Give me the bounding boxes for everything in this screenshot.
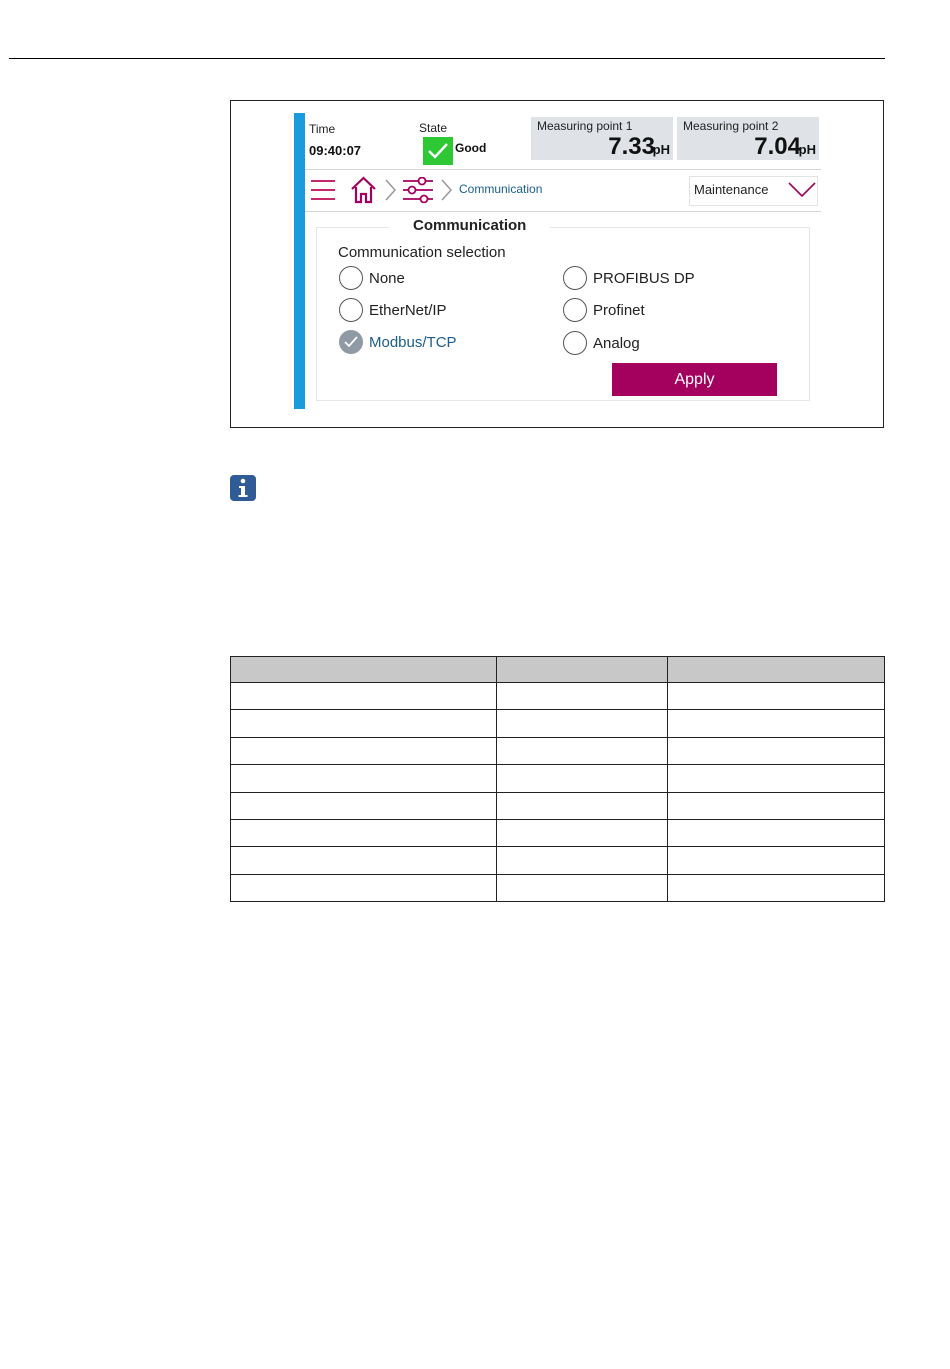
- table-cell: [668, 874, 885, 901]
- table-header-cell: [668, 657, 885, 683]
- radio-modbus-tcp[interactable]: [339, 328, 457, 356]
- table-row: [231, 683, 885, 710]
- chevron-right-icon: [384, 179, 397, 201]
- nav-divider-top: [305, 169, 821, 170]
- panel-title: Communication: [389, 217, 550, 234]
- nav-divider-bottom: [305, 211, 821, 212]
- table-cell: [496, 792, 668, 819]
- mode-dropdown-value: Maintenance: [694, 182, 769, 197]
- radio-label: Modbus/TCP: [369, 333, 457, 351]
- table-header-cell: [496, 657, 668, 683]
- table-cell: [231, 847, 497, 874]
- device-screen: [294, 113, 821, 409]
- table-cell: [496, 737, 668, 764]
- radio-label: EtherNet/IP: [369, 301, 447, 319]
- accent-side-bar: [294, 113, 305, 409]
- measuring-point-1[interactable]: [531, 117, 673, 160]
- table-cell: [496, 710, 668, 737]
- table-cell: [496, 874, 668, 901]
- table-row: [231, 847, 885, 874]
- radio-circle: [563, 266, 587, 290]
- radio-circle: [563, 298, 587, 322]
- table-cell: [668, 765, 885, 792]
- table-cell: [668, 737, 885, 764]
- communication-panel: [316, 217, 810, 401]
- radio-label: Profinet: [593, 301, 645, 319]
- radio-analog[interactable]: [563, 329, 640, 357]
- radio-none[interactable]: [339, 264, 405, 292]
- table-cell: [668, 683, 885, 710]
- table-row: [231, 765, 885, 792]
- measuring-point-2-unit: pH: [798, 142, 816, 157]
- chevron-right-icon: [440, 179, 453, 201]
- measuring-point-1-unit: pH: [652, 142, 670, 157]
- apply-button[interactable]: Apply: [612, 363, 777, 396]
- table-cell: [668, 792, 885, 819]
- mode-dropdown[interactable]: [689, 176, 818, 206]
- table-cell: [668, 847, 885, 874]
- data-table: [230, 656, 885, 902]
- radio-circle-selected: [339, 330, 363, 354]
- table-cell: [231, 683, 497, 710]
- table-cell: [668, 710, 885, 737]
- table-row: [231, 737, 885, 764]
- table-row: [231, 874, 885, 901]
- table-cell: [231, 710, 497, 737]
- radio-label: Analog: [593, 334, 640, 352]
- home-icon[interactable]: [350, 176, 377, 204]
- table-header-cell: [231, 657, 497, 683]
- state-value: Good: [455, 141, 487, 155]
- info-icon: [230, 475, 256, 501]
- radio-label: PROFIBUS DP: [593, 269, 695, 287]
- measuring-point-2-value: 7.04: [754, 133, 801, 160]
- table-row: [231, 792, 885, 819]
- menu-icon[interactable]: [311, 179, 335, 201]
- checkmark-icon: [427, 142, 449, 160]
- table-row: [231, 819, 885, 846]
- table-cell: [496, 819, 668, 846]
- radio-label: None: [369, 269, 405, 287]
- table-header-row: [231, 657, 885, 683]
- checkmark-icon: [344, 336, 358, 348]
- measuring-point-1-label: Measuring point 1: [537, 119, 633, 133]
- radio-profinet[interactable]: [563, 296, 645, 324]
- radio-ethernet-ip[interactable]: [339, 296, 447, 324]
- time-value: 09:40:07: [309, 143, 362, 158]
- chevron-down-icon: [788, 180, 816, 200]
- measuring-point-2[interactable]: [677, 117, 819, 160]
- state-good-badge: [423, 137, 453, 165]
- table-cell: [496, 765, 668, 792]
- breadcrumb-current[interactable]: Communication: [459, 182, 543, 196]
- table-row: [231, 710, 885, 737]
- table-cell: [231, 765, 497, 792]
- table-cell: [231, 874, 497, 901]
- time-label: Time: [309, 122, 336, 136]
- table-cell: [496, 847, 668, 874]
- radio-profibus-dp[interactable]: [563, 264, 695, 292]
- table-cell: [231, 792, 497, 819]
- table-cell: [231, 737, 497, 764]
- info-glyph: [236, 478, 250, 498]
- state-label: State: [419, 121, 448, 135]
- radio-circle: [339, 266, 363, 290]
- page-top-rule: [9, 58, 885, 59]
- measuring-point-2-label: Measuring point 2: [683, 119, 779, 133]
- table-cell: [496, 683, 668, 710]
- settings-sliders-icon[interactable]: [403, 177, 433, 203]
- table-cell: [231, 819, 497, 846]
- table-cell: [668, 819, 885, 846]
- panel-subtitle: Communication selection: [338, 244, 506, 261]
- radio-circle: [563, 331, 587, 355]
- radio-circle: [339, 298, 363, 322]
- measuring-point-1-value: 7.33: [608, 133, 655, 160]
